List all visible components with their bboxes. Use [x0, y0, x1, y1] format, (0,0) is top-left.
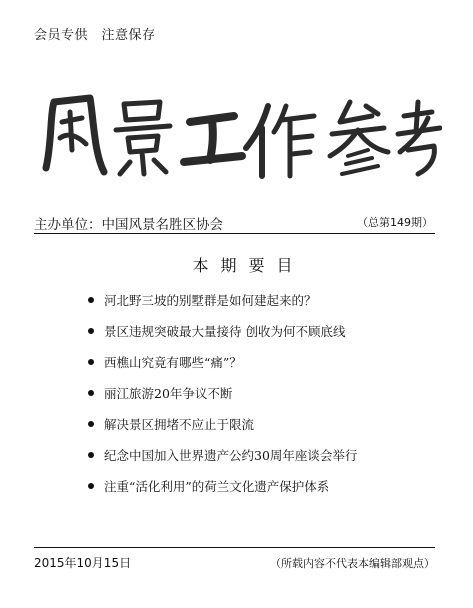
publication-date: 2015年10月15日: [34, 556, 132, 570]
toc-item-text: 河北野三坡的别墅群是如何建起来的？: [104, 293, 317, 308]
toc-item-text: 丽江旅游20年争议不断: [104, 386, 233, 401]
toc-item-text: 景区违规突破最大量接待 创收为何不顾底线: [104, 324, 346, 339]
publication-info-row: [34, 213, 435, 231]
toc-item-text: 西樵山究竟有哪些“痛”？: [104, 355, 242, 370]
toc-item[interactable]: [88, 471, 448, 502]
bullet-icon: [88, 421, 94, 427]
bullet-icon: [88, 297, 94, 303]
toc-heading: 本期要目: [192, 256, 305, 275]
toc-item-text: 注重“活化利用”的荷兰文化遗产保护体系: [104, 479, 330, 494]
toc-item-text: 解决景区拥堵不应止于限流: [104, 417, 255, 432]
bullet-icon: [88, 483, 94, 489]
toc-item-text: 纪念中国加入世界遗产公约30周年座谈会举行: [104, 448, 358, 463]
editorial-disclaimer: （所载内容不代表本编辑部观点）: [270, 557, 435, 570]
calligraphy-title-image: [32, 92, 442, 182]
toc-item[interactable]: [88, 409, 448, 440]
bullet-icon: [88, 328, 94, 334]
toc-item[interactable]: [88, 347, 448, 378]
issue-number: （总第149期）: [357, 216, 433, 229]
header-divider: [34, 233, 435, 234]
bullet-icon: [88, 390, 94, 396]
toc-item[interactable]: [88, 285, 448, 316]
footer-divider: [34, 547, 435, 548]
toc-list: [88, 285, 448, 502]
bullet-icon: [88, 359, 94, 365]
toc-item[interactable]: [88, 316, 448, 347]
bullet-icon: [88, 452, 94, 458]
masthead-calligraphy-logo: [32, 92, 442, 182]
toc-item[interactable]: [88, 378, 448, 409]
members-only-notice: 会员专供 注意保存: [34, 28, 156, 43]
host-organization: 主办单位：中国风景名胜区协会: [34, 217, 223, 233]
toc-item[interactable]: [88, 440, 448, 471]
